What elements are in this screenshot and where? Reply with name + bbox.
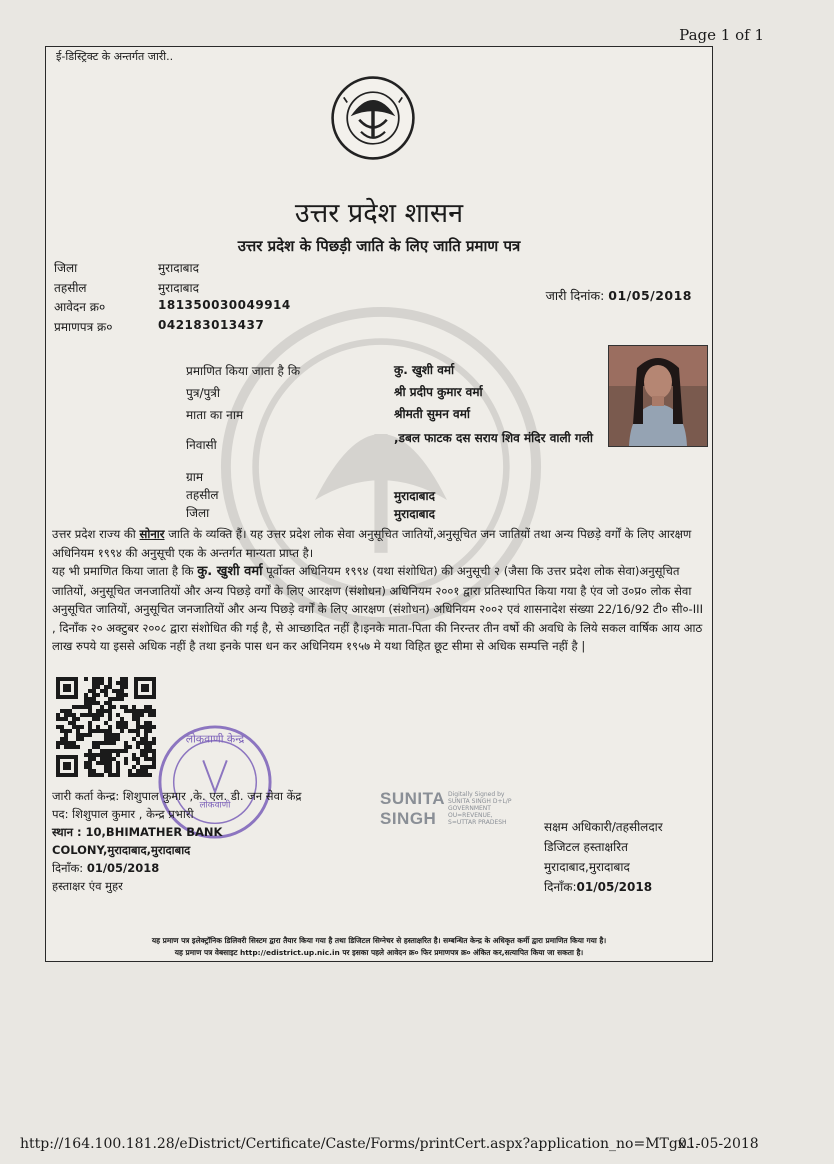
meta-value: मुरादाबाद xyxy=(158,261,200,275)
meta-value: 181350030049914 xyxy=(158,298,291,312)
district-label: जिला xyxy=(186,506,210,520)
district-value: मुरादाबाद xyxy=(394,507,436,521)
seal-center-text: लोकवाणी xyxy=(199,800,231,811)
meta-label: आवेदन क्र० xyxy=(54,300,106,314)
header-note: ई-डिस्ट्रिक्ट के अन्तर्गत जारी.. xyxy=(56,50,174,63)
certification-name: कु. खुशी वर्मा xyxy=(197,564,263,579)
certificate-subtitle: उत्तर प्रदेश के पिछड़ी जाति के लिए जाति प्रमाण पत्र xyxy=(237,237,521,255)
certificate-footer xyxy=(46,935,712,959)
signature-meta-line: S=UTTAR PRADESH xyxy=(448,819,507,826)
meta-value: मुरादाबाद xyxy=(158,280,200,295)
meta-label: प्रमाणपत्र क्र० xyxy=(54,319,113,334)
issuer-center: जारी कर्ता केन्द्र: शिशुपाल कुमार ,के. एल. डी. जन सेवा केंद्र xyxy=(52,789,302,803)
authority-block xyxy=(544,817,663,897)
signature-meta-line: Digitally Signed by xyxy=(448,791,505,798)
issue-date xyxy=(546,287,692,304)
authority-place: मुरादाबाद,मुरादाबाद xyxy=(544,860,630,874)
authority-signed: डिजिटल हस्ताक्षरित xyxy=(544,840,628,854)
issuer-sign-label: हस्ताक्षर एंव मुहर xyxy=(52,879,123,893)
mother-label: माता का नाम xyxy=(186,408,244,422)
certificate-meta xyxy=(54,259,291,337)
signature-meta-line: OU=REVENUE, xyxy=(448,812,493,819)
caste-statement xyxy=(52,525,704,562)
issuer-place-line2: COLONY,मुरादाबाद,मुरादाबाद xyxy=(52,843,191,857)
meta-row-application-no xyxy=(54,298,291,318)
caste-name: सोनार xyxy=(139,527,165,541)
certification-suffix: पूर्वोक्त अधिनियम १९९४ (यथा संशोधित) की अनुसूची २ (जैसा कि उत्तर प्रदेश लोक सेवा)अनुसूचित जातियों, अनुसूचित जनजातियों और अन्य पिछड़े वर्गों के लिए आरक्षण (संशोधन) अधिनियम २००१ द्वारा प्रतिस्थापित किया गया है एंव जो उ०प्र० लोक सेवा अनुसूचित जातियों, अनुसूचित जनजातियों और अन्य पिछड़े वर्गों के लिए आरक्षण (संशोधन) अधिनियम २००२ एवं शासनादेश संख्या 22/16/92 टी० सी०-III , दिनाँक २० अक्टुबर २००८ द्वारा संशोधित की गई है, से आच्छादित नहीं है।इनके माता-पिता की निरन्तर तीन वर्षो की अवधि के लिये सकल वार्षिक आय आठ लाख रुपये या इससे अधिक नहीं है तथा इनके पास धन कर अधिनियम १९५७ मे यथा विहित छूट सीमा से अधिक सम्पत्ति नहीं है | xyxy=(52,564,703,654)
parent-label: पुत्र/पुत्री xyxy=(186,386,221,400)
certification-statement xyxy=(52,562,704,656)
certification-prefix: यह भी प्रमाणित किया जाता है कि xyxy=(52,564,198,578)
signature-meta-line: SUNITA SINGH D+L/P xyxy=(448,798,512,805)
issuer-designation: पद: शिशुपाल कुमार , केन्द्र प्रभारी xyxy=(52,807,194,821)
page-number: Page 1 of 1 xyxy=(679,26,764,44)
meta-value: 042183013437 xyxy=(158,317,265,332)
caste-statement-prefix: उत्तर प्रदेश राज्य की xyxy=(52,527,140,541)
up-state-emblem-icon xyxy=(330,75,416,161)
footer-line2: यह प्रमाण पत्र वेबसाइट http://edistrict.up.nic.in पर इसका पहले आवेदन क्र० फिर प्रमाणपत्र क्र० अंकित कर,सत्यापित किया जा सकता है। xyxy=(174,948,584,957)
authority-title: सक्षम अधिकारी/तहसीलदार xyxy=(544,820,663,834)
issuer-block xyxy=(52,787,302,895)
village-label: ग्राम xyxy=(186,470,204,484)
issuer-date-label: दिनाँक: xyxy=(52,861,84,875)
signature-meta-line: GOVERNMENT xyxy=(448,805,491,812)
meta-label: तहसील xyxy=(54,280,87,295)
parent-name: श्री प्रदीप कुमार वर्मा xyxy=(394,385,483,399)
issue-date-label: जारी दिनांक: xyxy=(545,288,605,303)
certificate-title: उत्तर प्रदेश शासन xyxy=(294,198,464,229)
signature-name-line1: SUNITA xyxy=(380,789,446,808)
tehsil-value: मुरादाबाद xyxy=(394,489,436,503)
qr-code-icon xyxy=(54,675,158,779)
applicant-photo xyxy=(608,345,708,447)
issuer-date-value: 01/05/2018 xyxy=(86,861,160,875)
footer-line1: यह प्रमाण पत्र इलेक्ट्रॉनिक डिलिवरी सिस्टम द्वारा तैयार किया गया है तथा डिजिटल सिग्नेचर से हस्ताक्षरित है। सम्बन्धित केन्द्र के अधिकृत कर्मी द्वारा प्रमाणित किया गया है। xyxy=(151,936,607,945)
caste-statement-suffix: जाति के व्यक्ति हैं। यह उत्तर प्रदेश लोक सेवा अनुसूचित जातियों,अनुसूचित जन जातियों तथा अन्य पिछड़े वर्गों के लिए आरक्षण अधिनियम १९९४ की अनुसूची एक के अन्तर्गत मान्यता प्राप्त है। xyxy=(52,527,692,560)
residence-label: निवासी xyxy=(186,438,217,452)
residence-value: ,डबल फाटक दस सराय शिव मंदिर वाली गली xyxy=(394,431,593,445)
signature-name-line2: SINGH xyxy=(380,809,437,828)
certify-label: प्रमाणित किया जाता है कि xyxy=(186,364,301,378)
print-date: 01-05-2018 xyxy=(678,1136,759,1152)
digital-signature xyxy=(380,789,538,829)
authority-date-value: 01/05/2018 xyxy=(576,880,653,894)
tehsil-label: तहसील xyxy=(186,488,219,502)
certificate xyxy=(45,46,713,962)
print-url: http://164.100.181.28/eDistrict/Certificate/Caste/Forms/printCert.aspx?application_no=MTgx... xyxy=(20,1136,700,1152)
meta-row-certificate-no xyxy=(54,318,291,338)
meta-label: जिला xyxy=(54,261,78,275)
seal-top-text: लोकवाणी केन्द्र xyxy=(185,732,245,746)
meta-row-district xyxy=(54,259,291,279)
meta-row-tehsil xyxy=(54,279,291,299)
mother-name: श्रीमती सुमन वर्मा xyxy=(394,407,470,421)
issue-date-value: 01/05/2018 xyxy=(608,288,692,303)
authority-date-label: दिनाँक: xyxy=(544,880,577,894)
applicant-name: कु. खुशी वर्मा xyxy=(394,363,455,377)
issuer-place-line1: स्थान : 10,BHIMATHER BANK xyxy=(52,825,223,839)
